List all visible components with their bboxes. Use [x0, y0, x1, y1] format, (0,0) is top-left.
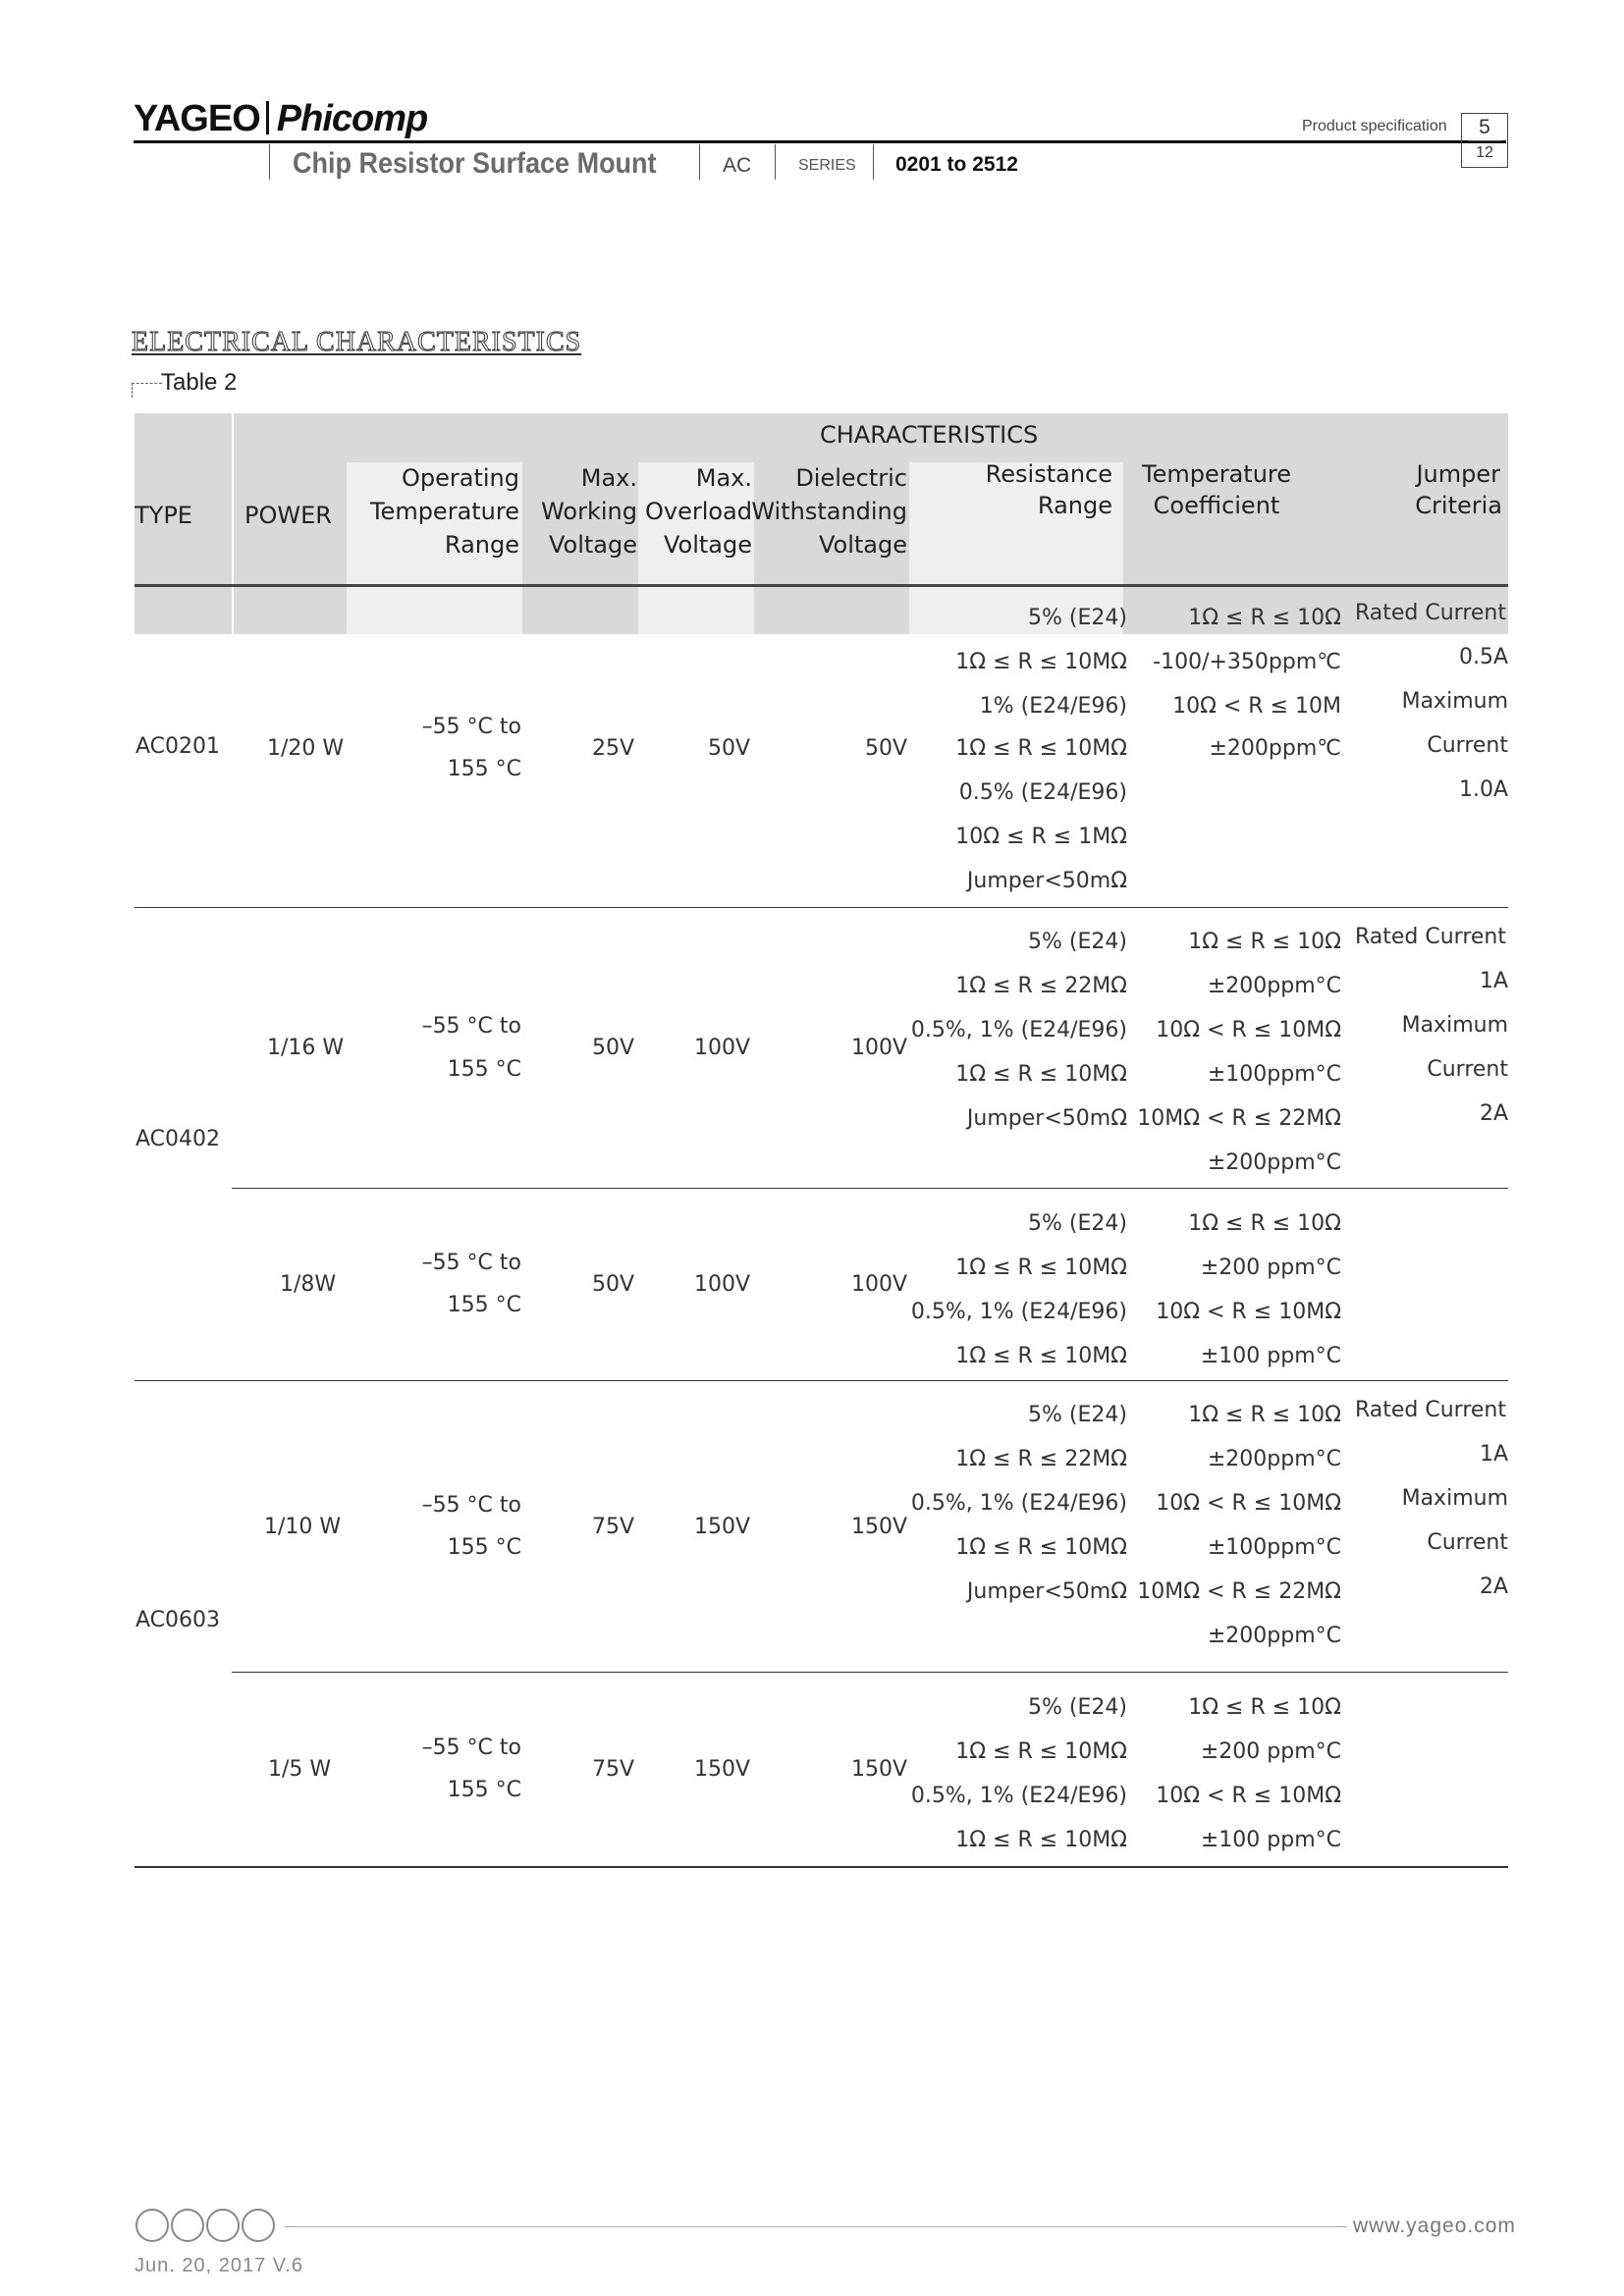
page-indicator — [1461, 113, 1508, 168]
cell-power: 1/16 W — [267, 1036, 345, 1060]
cell-resistance: 1Ω ≤ R ≤ 10MΩ — [955, 1828, 1127, 1852]
brand-logo — [134, 98, 427, 140]
row-divider — [232, 1672, 1508, 1673]
spec-label: Product specification — [1302, 118, 1447, 134]
size-range: 0201 to 2512 — [895, 153, 1018, 176]
cell-resistance: 1Ω ≤ R ≤ 10MΩ — [955, 650, 1127, 674]
header-max-working: Voltage — [548, 531, 637, 559]
cell-tempco: ±100 ppm°C — [1200, 1828, 1341, 1852]
header-tempco: Coefficient — [1153, 492, 1280, 519]
cell-resistance: 5% (E24) — [1028, 606, 1127, 630]
cell-resistance: 1Ω ≤ R ≤ 10MΩ — [955, 1255, 1127, 1280]
header-dielectric: Dielectric — [795, 464, 907, 492]
certification-icon — [171, 2209, 204, 2242]
cell-tempco: ±200ppm°C — [1207, 974, 1341, 998]
table-marker — [132, 383, 162, 398]
cell-tempco: 10Ω < R ≤ 10MΩ — [1156, 1300, 1341, 1324]
cell-dielectric: 100V — [850, 1272, 907, 1297]
cell-overload: 100V — [693, 1272, 750, 1297]
document-title: Chip Resistor Surface Mount — [293, 147, 657, 180]
cell-working: 75V — [591, 1515, 634, 1539]
page-number: 5 — [1479, 116, 1490, 138]
cell-temp: 155 °C — [447, 1057, 521, 1082]
table-label: Table 2 — [161, 369, 238, 396]
cell-working: 50V — [591, 1036, 634, 1060]
cell-temp: –55 °C to — [421, 1493, 521, 1518]
series-code: AC — [723, 154, 752, 177]
cell-tempco: 1Ω ≤ R ≤ 10Ω — [1188, 1695, 1341, 1720]
cell-type: AC0402 — [135, 1127, 221, 1151]
header-bottom-rule — [135, 584, 1508, 587]
header-resistance: Range — [1037, 492, 1112, 519]
cell-resistance: 1% (E24/E96) — [979, 694, 1127, 719]
cell-overload: 100V — [693, 1036, 750, 1060]
header-max-overload: Overload — [644, 498, 752, 525]
cell-working: 50V — [591, 1272, 634, 1297]
cell-resistance: 0.5% (E24/E96) — [958, 780, 1127, 805]
cell-resistance: 1Ω ≤ R ≤ 10MΩ — [955, 1344, 1127, 1368]
cell-resistance: 5% (E24) — [1028, 930, 1127, 954]
header-dielectric: Voltage — [818, 531, 907, 559]
cell-resistance: 0.5%, 1% (E24/E96) — [910, 1300, 1127, 1324]
cell-jumper: Rated Current — [1354, 601, 1506, 625]
cell-resistance: 1Ω ≤ R ≤ 22MΩ — [955, 974, 1127, 998]
cell-resistance: 5% (E24) — [1028, 1403, 1127, 1427]
certification-icon — [206, 2209, 240, 2242]
header-max-working: Working — [541, 498, 637, 525]
cell-resistance: 10Ω ≤ R ≤ 1MΩ — [955, 825, 1127, 849]
cell-resistance: 0.5%, 1% (E24/E96) — [910, 1784, 1127, 1808]
header-dielectric: Withstanding — [751, 498, 907, 525]
cell-working: 75V — [591, 1757, 634, 1782]
cell-tempco: -100/+350ppm℃ — [1153, 650, 1341, 674]
cell-tempco: 1Ω ≤ R ≤ 10Ω — [1188, 1211, 1341, 1236]
cell-tempco: ±200ppm°C — [1207, 1150, 1341, 1175]
header-type-cell — [135, 462, 232, 634]
cell-temp: 155 °C — [447, 1293, 521, 1317]
header-jumper: Criteria — [1415, 492, 1502, 519]
certification-icon — [242, 2209, 275, 2242]
cell-resistance: Jumper<50mΩ — [966, 869, 1127, 893]
cell-resistance: 1Ω ≤ R ≤ 22MΩ — [955, 1447, 1127, 1471]
cell-jumper: Current — [1427, 1057, 1508, 1082]
cell-jumper: Maximum — [1401, 1013, 1508, 1038]
cell-jumper: 1A — [1479, 1442, 1508, 1467]
cell-jumper: Current — [1427, 1530, 1508, 1555]
header-power: POWER — [244, 502, 332, 529]
cell-jumper: Maximum — [1401, 689, 1508, 714]
cell-resistance: Jumper<50mΩ — [966, 1106, 1127, 1131]
cell-temp: –55 °C to — [421, 1251, 521, 1275]
cell-tempco: ±100 ppm°C — [1200, 1344, 1341, 1368]
section-title: ELECTRICAL CHARACTERISTICS — [132, 327, 582, 357]
cell-dielectric: 100V — [850, 1036, 907, 1060]
footer-date: Jun. 20, 2017 V.6 — [135, 2255, 303, 2276]
cell-resistance: 1Ω ≤ R ≤ 10MΩ — [955, 1535, 1127, 1560]
cell-resistance: Jumper<50mΩ — [966, 1579, 1127, 1604]
cell-jumper: 1.0A — [1458, 777, 1508, 802]
cell-tempco: 1Ω ≤ R ≤ 10Ω — [1188, 930, 1341, 954]
certification-icon — [135, 2209, 169, 2242]
certification-icons — [135, 2209, 275, 2242]
cell-power: 1/5 W — [268, 1757, 332, 1782]
row-divider — [135, 907, 1508, 908]
row-divider — [135, 1380, 1508, 1381]
cell-power: 1/20 W — [267, 736, 345, 761]
cell-type: AC0603 — [135, 1608, 221, 1632]
cell-overload: 150V — [693, 1515, 750, 1539]
cell-jumper: 0.5A — [1458, 645, 1508, 669]
cell-jumper: 2A — [1479, 1575, 1508, 1599]
header-max-working: Max. — [580, 464, 637, 492]
cell-jumper: Rated Current — [1354, 1398, 1506, 1422]
header-divider — [699, 144, 700, 180]
cell-resistance: 5% (E24) — [1028, 1695, 1127, 1720]
cell-tempco: ±200 ppm°C — [1200, 1255, 1341, 1280]
cell-tempco: ±200ppm°C — [1207, 1447, 1341, 1471]
page-total: 12 — [1476, 144, 1493, 161]
header-op-temp: Range — [444, 531, 519, 559]
cell-temp: –55 °C to — [421, 715, 521, 739]
cell-tempco: ±200 ppm°C — [1200, 1739, 1341, 1764]
header-divider — [269, 144, 270, 180]
cell-overload: 50V — [707, 736, 750, 761]
header-characteristics: CHARACTERISTICS — [820, 421, 1039, 449]
cell-jumper: 2A — [1479, 1101, 1508, 1126]
cell-tempco: 10Ω < R ≤ 10MΩ — [1156, 1491, 1341, 1516]
header-divider — [873, 144, 874, 180]
cell-dielectric: 150V — [850, 1757, 907, 1782]
cell-tempco: 1Ω ≤ R ≤ 10Ω — [1188, 1403, 1341, 1427]
row-divider — [232, 1188, 1508, 1189]
header-divider — [775, 144, 776, 180]
footer-url[interactable]: www.yageo.com — [1353, 2215, 1516, 2237]
cell-tempco: 10Ω < R ≤ 10MΩ — [1156, 1784, 1341, 1808]
cell-resistance: 1Ω ≤ R ≤ 10MΩ — [955, 736, 1127, 761]
header-jumper: Jumper — [1416, 460, 1500, 488]
cell-jumper: Current — [1427, 733, 1508, 758]
cell-temp: 155 °C — [447, 1778, 521, 1802]
cell-power: 1/10 W — [264, 1515, 342, 1539]
cell-dielectric: 50V — [864, 736, 907, 761]
cell-resistance: 1Ω ≤ R ≤ 10MΩ — [955, 1062, 1127, 1087]
header-max-overload: Max. — [695, 464, 752, 492]
cell-jumper: 1A — [1479, 969, 1508, 993]
cell-resistance: 1Ω ≤ R ≤ 10MΩ — [955, 1739, 1127, 1764]
phicomp-wordmark: Phicomp — [276, 98, 428, 139]
cell-tempco: ±100ppm°C — [1207, 1062, 1341, 1087]
header-power-cell — [234, 462, 347, 634]
header-resistance: Resistance — [985, 460, 1112, 488]
yageo-wordmark: YAGEO — [134, 98, 260, 139]
header-max-overload: Voltage — [663, 531, 752, 559]
cell-jumper: Maximum — [1401, 1486, 1508, 1511]
cell-temp: –55 °C to — [421, 1014, 521, 1039]
cell-tempco: 1Ω ≤ R ≤ 10Ω — [1188, 606, 1341, 630]
cell-resistance: 5% (E24) — [1028, 1211, 1127, 1236]
footer-rule — [285, 2226, 1347, 2227]
cell-overload: 150V — [693, 1757, 750, 1782]
cell-tempco: ±200ppm°C — [1207, 1624, 1341, 1648]
header-op-temp: Temperature — [369, 498, 519, 525]
header-type: TYPE — [135, 502, 192, 529]
header-tempco: Temperature — [1141, 460, 1292, 488]
series-label: SERIES — [798, 157, 856, 174]
cell-type: AC0201 — [135, 734, 221, 759]
cell-jumper: Rated Current — [1354, 925, 1506, 949]
cell-working: 25V — [591, 736, 634, 761]
cell-dielectric: 150V — [850, 1515, 907, 1539]
header-rule — [134, 140, 1506, 143]
cell-tempco: 10Ω < R ≤ 10M — [1172, 694, 1341, 719]
cell-power: 1/8W — [280, 1272, 337, 1297]
header-op-temp: Operating — [402, 464, 519, 492]
cell-tempco: 10MΩ < R ≤ 22MΩ — [1137, 1106, 1341, 1131]
cell-tempco: 10MΩ < R ≤ 22MΩ — [1137, 1579, 1341, 1604]
cell-tempco: ±100ppm°C — [1207, 1535, 1341, 1560]
cell-temp: 155 °C — [447, 757, 521, 781]
table-bottom-rule — [135, 1866, 1508, 1868]
characteristics-table — [135, 413, 1508, 1871]
cell-temp: 155 °C — [447, 1535, 521, 1560]
cell-tempco: 10Ω < R ≤ 10MΩ — [1156, 1018, 1341, 1042]
cell-temp: –55 °C to — [421, 1735, 521, 1760]
cell-tempco: ±200ppm℃ — [1209, 736, 1341, 761]
cell-resistance: 0.5%, 1% (E24/E96) — [910, 1018, 1127, 1042]
cell-resistance: 0.5%, 1% (E24/E96) — [910, 1491, 1127, 1516]
